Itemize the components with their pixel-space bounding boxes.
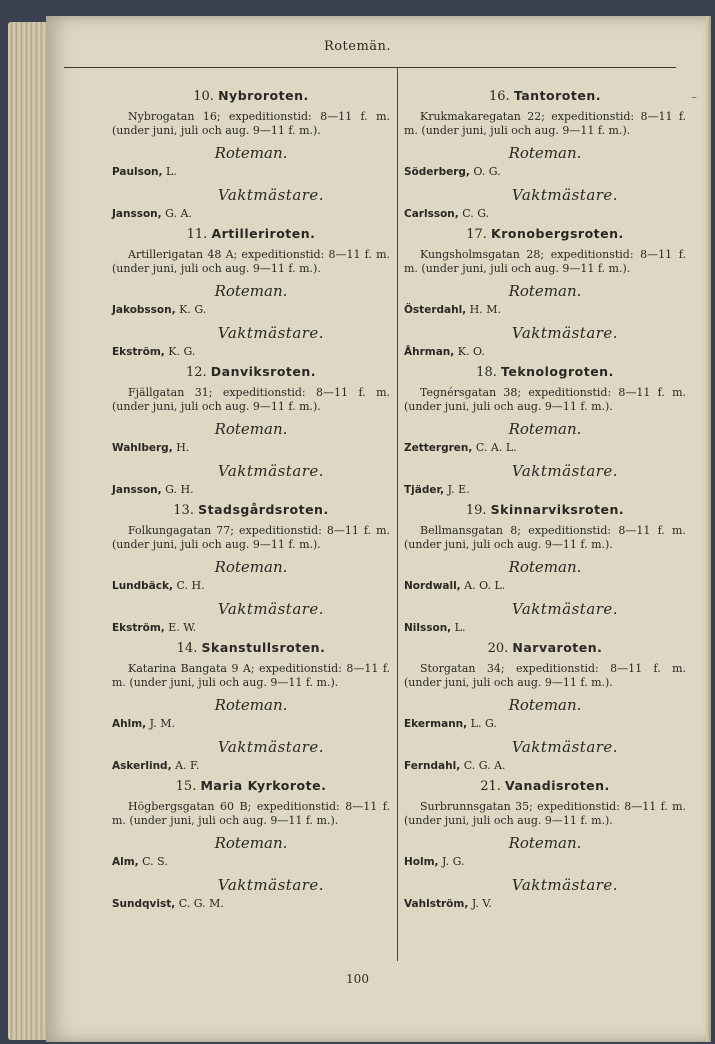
district-name: Tantoroten. bbox=[513, 88, 601, 103]
roteman-person bbox=[112, 716, 390, 732]
district-number: 14. bbox=[176, 641, 198, 656]
person-surname: Lundbäck, bbox=[112, 580, 173, 592]
person-surname: Ekström, bbox=[112, 346, 165, 358]
roteman-person bbox=[404, 716, 686, 732]
vaktmastare-person bbox=[404, 206, 686, 222]
person-initials: K. G. bbox=[179, 303, 207, 316]
person-initials: E. W. bbox=[168, 621, 197, 634]
page-header-title: Rotemän. bbox=[323, 39, 392, 54]
district-address: Surbrunnsgatan 35; expeditionstid: 8—11 f. m. (under juni, juli och aug. 9—11 f. m.). bbox=[404, 800, 686, 827]
vaktmastare-heading: Vaktmästare. bbox=[217, 876, 325, 894]
person-surname: Ekermann, bbox=[404, 718, 468, 730]
district-address: Storgatan 34; expeditionstid: 8—11 f. m. (under juni, juli och aug. 9—11 f. m.). bbox=[404, 662, 686, 689]
person-initials: K. O. bbox=[457, 345, 485, 358]
left-column bbox=[112, 88, 390, 916]
person-initials: J. G. bbox=[442, 855, 465, 868]
person-surname: Askerlind, bbox=[112, 760, 172, 772]
district-address: Folkungagatan 77; expeditionstid: 8—11 f. m. (under juni, juli och aug. 9—11 f. m.). bbox=[112, 524, 390, 551]
vaktmastare-person bbox=[404, 620, 686, 636]
vaktmastare-person bbox=[112, 620, 390, 636]
page-number: 100 bbox=[346, 972, 369, 986]
district-name: Skinnarviksroten. bbox=[490, 502, 625, 517]
person-surname: Nilsson, bbox=[404, 622, 452, 634]
vaktmastare-person bbox=[404, 758, 686, 774]
district-number: 12. bbox=[185, 365, 207, 380]
district-section bbox=[112, 364, 390, 498]
district-number: 18. bbox=[476, 365, 497, 380]
district-number: 13. bbox=[173, 503, 194, 518]
person-surname: Söderberg, bbox=[404, 166, 470, 178]
district-address: Fjällgatan 31; expeditionstid: 8—11 f. m. (under juni, juli och aug. 9—11 f. m.). bbox=[112, 386, 390, 413]
person-surname: Österdahl, bbox=[404, 304, 467, 316]
roteman-person bbox=[112, 440, 390, 456]
roteman-heading: Roteman. bbox=[508, 282, 582, 300]
district-address: Bellmansgatan 8; expeditionstid: 8—11 f. m. (under juni, juli och aug. 9—11 f. m.). bbox=[404, 524, 686, 551]
roteman-heading: Roteman. bbox=[214, 282, 288, 300]
vaktmastare-heading: Vaktmästare. bbox=[217, 738, 325, 756]
person-initials: A. O. L. bbox=[464, 579, 506, 592]
district-section bbox=[404, 640, 686, 774]
person-initials: J. E. bbox=[447, 483, 470, 496]
vaktmastare-heading: Vaktmästare. bbox=[511, 876, 619, 894]
district-name: Kronobergsroten. bbox=[491, 226, 624, 241]
person-initials: A. F. bbox=[175, 759, 200, 772]
district-section bbox=[404, 364, 686, 498]
district-heading bbox=[112, 364, 390, 381]
person-initials: C. A. L. bbox=[475, 441, 517, 454]
roteman-person bbox=[112, 854, 390, 870]
vaktmastare-heading: Vaktmästare. bbox=[511, 324, 619, 342]
header-rule bbox=[64, 67, 676, 68]
person-initials: H. M. bbox=[469, 303, 502, 316]
district-heading bbox=[404, 778, 686, 795]
pencil-mark: – bbox=[691, 90, 697, 104]
person-initials: H. bbox=[176, 441, 190, 454]
roteman-person bbox=[112, 578, 390, 594]
district-heading bbox=[404, 364, 686, 381]
district-number: 20. bbox=[487, 641, 509, 656]
roteman-heading: Roteman. bbox=[508, 558, 582, 576]
person-initials: G. H. bbox=[165, 483, 194, 496]
right-column bbox=[404, 88, 686, 916]
person-surname: Ferndahl, bbox=[404, 760, 461, 772]
district-heading bbox=[404, 226, 686, 243]
person-initials: C. G. M. bbox=[178, 897, 224, 910]
district-section bbox=[404, 226, 686, 360]
person-surname: Zettergren, bbox=[404, 442, 473, 454]
roteman-person bbox=[404, 164, 686, 180]
person-initials: C. S. bbox=[142, 855, 168, 868]
district-heading bbox=[404, 88, 686, 105]
person-initials: C. H. bbox=[176, 579, 205, 592]
district-name: Danviksroten. bbox=[210, 364, 317, 379]
vaktmastare-person bbox=[112, 896, 390, 912]
person-initials: G. A. bbox=[165, 207, 192, 220]
roteman-person bbox=[404, 440, 686, 456]
district-heading bbox=[404, 640, 686, 657]
column-divider bbox=[397, 68, 398, 961]
district-section bbox=[112, 226, 390, 360]
vaktmastare-heading: Vaktmästare. bbox=[217, 186, 325, 204]
person-initials: J. M. bbox=[149, 717, 175, 730]
person-surname: Åhrman, bbox=[404, 346, 455, 358]
district-name: Teknologroten. bbox=[501, 364, 614, 379]
district-section bbox=[404, 778, 686, 912]
roteman-heading: Roteman. bbox=[508, 834, 582, 852]
person-surname: Nordwall, bbox=[404, 580, 461, 592]
person-surname: Wahlberg, bbox=[112, 442, 173, 454]
district-section bbox=[404, 502, 686, 636]
roteman-heading: Roteman. bbox=[214, 696, 288, 714]
district-section bbox=[112, 778, 390, 912]
vaktmastare-person bbox=[112, 344, 390, 360]
district-address: Kungsholmsgatan 28; expeditionstid: 8—11 f. m. (under juni, juli och aug. 9—11 f. m.). bbox=[404, 248, 686, 275]
vaktmastare-heading: Vaktmästare. bbox=[217, 600, 325, 618]
person-surname: Carlsson, bbox=[404, 208, 459, 220]
person-surname: Ahlm, bbox=[112, 718, 147, 730]
person-surname: Holm, bbox=[404, 856, 439, 868]
district-number: 16. bbox=[489, 89, 510, 104]
district-heading bbox=[404, 502, 686, 519]
vaktmastare-person bbox=[404, 482, 686, 498]
district-name: Nybroroten. bbox=[218, 88, 309, 103]
district-number: 10. bbox=[193, 89, 214, 104]
person-surname: Jakobsson, bbox=[112, 304, 176, 316]
district-address: Katarina Bangata 9 A; expeditionstid: 8—11 f. m. (under juni, juli och aug. 9—11 f. m.). bbox=[112, 662, 390, 689]
person-surname: Paulson, bbox=[112, 166, 163, 178]
roteman-heading: Roteman. bbox=[508, 420, 582, 438]
district-name: Maria Kyrkorote. bbox=[200, 778, 327, 793]
person-initials: J. V. bbox=[471, 897, 492, 910]
vaktmastare-heading: Vaktmästare. bbox=[511, 738, 619, 756]
district-number: 19. bbox=[465, 503, 487, 518]
district-address: Artillerigatan 48 A; expeditionstid: 8—11 f. m. (under juni, juli och aug. 9—11 f. m.). bbox=[112, 248, 390, 275]
district-section bbox=[404, 88, 686, 222]
person-surname: Jansson, bbox=[112, 208, 162, 220]
person-initials: L. bbox=[454, 621, 466, 634]
person-initials: C. G. bbox=[462, 207, 490, 220]
vaktmastare-person bbox=[404, 896, 686, 912]
roteman-person bbox=[112, 164, 390, 180]
vaktmastare-person bbox=[112, 206, 390, 222]
person-surname: Tjäder, bbox=[404, 484, 445, 496]
district-heading bbox=[112, 226, 390, 243]
district-name: Stadsgårdsroten. bbox=[198, 502, 329, 517]
person-surname: Sundqvist, bbox=[112, 898, 176, 910]
district-section bbox=[112, 502, 390, 636]
district-address: Krukmakaregatan 22; expeditionstid: 8—11 f. m. (under juni, juli och aug. 9—11 f. m.). bbox=[404, 110, 686, 137]
district-section bbox=[112, 640, 390, 774]
roteman-person bbox=[404, 578, 686, 594]
district-name: Skanstullsroten. bbox=[201, 640, 326, 655]
district-name: Artilleriroten. bbox=[211, 226, 316, 241]
district-heading bbox=[112, 640, 390, 657]
district-address: Tegnérsgatan 38; expeditionstid: 8—11 f. m. (under juni, juli och aug. 9—11 f. m.). bbox=[404, 386, 686, 413]
district-number: 15. bbox=[175, 779, 197, 794]
vaktmastare-person bbox=[112, 758, 390, 774]
roteman-heading: Roteman. bbox=[214, 420, 288, 438]
roteman-person bbox=[404, 302, 686, 318]
person-initials: C. G. A. bbox=[463, 759, 506, 772]
vaktmastare-heading: Vaktmästare. bbox=[217, 324, 325, 342]
person-surname: Ekström, bbox=[112, 622, 165, 634]
district-address: Nybrogatan 16; expeditionstid: 8—11 f. m. (under juni, juli och aug. 9—11 f. m.). bbox=[112, 110, 390, 137]
person-surname: Vahlström, bbox=[404, 898, 469, 910]
person-initials: L. bbox=[166, 165, 177, 178]
roteman-heading: Roteman. bbox=[214, 144, 288, 162]
district-name: Narvaroten. bbox=[512, 640, 603, 655]
person-initials: L. G. bbox=[470, 717, 497, 730]
person-initials: O. G. bbox=[473, 165, 501, 178]
district-number: 21. bbox=[480, 779, 501, 794]
vaktmastare-person bbox=[112, 482, 390, 498]
vaktmastare-heading: Vaktmästare. bbox=[217, 462, 325, 480]
person-initials: K. G. bbox=[168, 345, 196, 358]
district-heading bbox=[112, 778, 390, 795]
district-heading bbox=[112, 502, 390, 519]
district-name: Vanadisroten. bbox=[505, 778, 610, 793]
roteman-person bbox=[404, 854, 686, 870]
vaktmastare-heading: Vaktmästare. bbox=[511, 462, 619, 480]
roteman-heading: Roteman. bbox=[508, 696, 582, 714]
district-section bbox=[112, 88, 390, 222]
district-number: 17. bbox=[466, 227, 487, 242]
district-address: Högbergsgatan 60 B; expeditionstid: 8—11 f. m. (under juni, juli och aug. 9—11 f. m.). bbox=[112, 800, 390, 827]
roteman-heading: Roteman. bbox=[214, 558, 288, 576]
district-heading bbox=[112, 88, 390, 105]
vaktmastare-heading: Vaktmästare. bbox=[511, 186, 619, 204]
district-number: 11. bbox=[186, 227, 208, 242]
roteman-person bbox=[112, 302, 390, 318]
vaktmastare-heading: Vaktmästare. bbox=[511, 600, 619, 618]
roteman-heading: Roteman. bbox=[508, 144, 582, 162]
person-surname: Jansson, bbox=[112, 484, 162, 496]
vaktmastare-person bbox=[404, 344, 686, 360]
roteman-heading: Roteman. bbox=[214, 834, 288, 852]
person-surname: Alm, bbox=[112, 856, 139, 868]
